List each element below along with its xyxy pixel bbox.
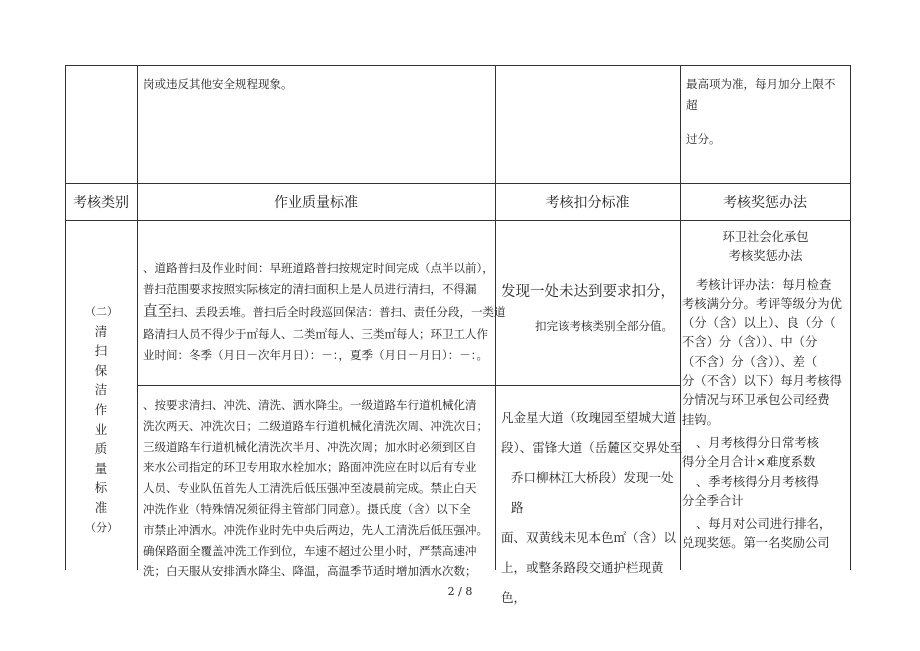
page-number: 2 / 8 — [447, 585, 473, 598]
table-border-right — [850, 65, 851, 570]
reward-line: 考核满分分。考评等级分为优 — [682, 296, 842, 311]
section2-deduction-line: 段）、雷锋大道（岳麓区交界处至 — [501, 440, 683, 455]
section1-line: 、道路普扫及作业时间：早班道路普扫按规定时间完成（点半以前）， — [143, 261, 494, 275]
section2-line: 确保路面全覆盖冲洗工作到位，车速不超过公里小时，严禁高速冲 — [143, 543, 477, 558]
header-quality-standard: 作业质量标准 — [274, 195, 358, 211]
category-label-char: （二） — [85, 305, 118, 318]
reward-line: 不含）分（含））、中（分 — [682, 335, 818, 350]
section2-deduction-line: 乔口柳林江大桥段）发现一处路 — [511, 470, 674, 515]
col-divider-1 — [137, 65, 138, 570]
reward-line: （不含）分（含））、差（ — [682, 354, 818, 369]
section1-deduction-main: 发现一处未达到要求扣分， — [501, 284, 675, 300]
section2-line: 人员、专业队伍首先人工清洗后低压强冲至凌晨前完成。禁止白天 — [143, 481, 477, 496]
category-label-char: 业 — [94, 421, 108, 437]
reward-method-text — [682, 228, 849, 554]
reward-line: 挂钩。 — [682, 412, 719, 427]
section2-deduction-line: 凡金星大道（玫瑰园至望城大道 — [501, 410, 677, 425]
category-label-char: 清 — [94, 323, 108, 339]
section2-line: 市禁止冲洒水。冲洗作业时先中央后两边，先人工清洗后低压强冲。 — [143, 522, 488, 537]
section2-line: 洗次两天、冲洗次日；二级道路车行道机械化清洗次周、冲洗次日； — [143, 418, 488, 433]
reward-line: 分（不含）以下）每月考核得 — [682, 374, 842, 389]
section1-zhizhi: 直至 — [143, 304, 172, 320]
top-row-quality-text: 岗或违反其他安全规程现象。 — [143, 77, 293, 91]
reward-line: 兑现奖惩。第一名奖励公司 — [682, 536, 830, 551]
category-label-char: 准 — [94, 499, 108, 515]
section2-quality-text — [143, 395, 499, 582]
top-row-reward-text — [686, 74, 846, 150]
header-reward-method: 考核奖惩办法 — [723, 195, 807, 211]
section2-deduction-line: 上，或整条路段交通护栏现黄色， — [501, 560, 664, 605]
table-border-left — [65, 65, 66, 570]
section2-line: 三级道路车行道机械化清洗次半月、冲洗次周；加水时必须到区自 — [143, 439, 477, 454]
category-label-char: 标 — [94, 480, 108, 496]
category-label-char: 量 — [94, 460, 108, 476]
reward-title-2: 考核奖惩办法 — [728, 249, 803, 264]
category-label-char: 保 — [94, 362, 108, 378]
reward-title-1: 环卫社会化承包 — [722, 230, 809, 244]
section1-line: 普扫范围要求按照实际核定的清扫面积上是人员进行清扫，不得漏 — [143, 282, 477, 296]
category-label-char: 质 — [94, 441, 108, 457]
table-border-top — [65, 65, 851, 66]
reward-line: （分（含）以上）、良（分（ — [682, 316, 836, 331]
category-label — [85, 302, 117, 537]
section1-line: 直至扫、丢段丢堆。普扫后全时段巡回保洁：普扫、责任分段，一类道 — [143, 304, 506, 320]
top-row-reward-line-1: 最高项为准，每月加分上限不超 — [686, 77, 836, 112]
reward-line: 、每月对公司进行排名， — [696, 517, 832, 532]
category-label-char: 扫 — [94, 343, 108, 359]
section2-line: 来水公司指定的环卫专用取水栓加水；路面冲洗应在时以后有专业 — [143, 460, 477, 475]
top-row-reward-line-2: 过分。 — [686, 132, 721, 146]
reward-line: 考核计评办法：每月检查 — [696, 277, 832, 292]
section2-line: 冲洗作业（特殊情况须征得主管部门同意）。摄氏度（含）以下全 — [143, 501, 471, 516]
header-row-bottom — [65, 220, 851, 221]
header-deduction-standard: 考核扣分标准 — [545, 195, 630, 211]
section2-deduction-text — [501, 403, 684, 613]
category-label-char: 作 — [94, 401, 108, 417]
reward-line: 、月考核得分日常考核 — [696, 435, 819, 450]
section2-line: 、按要求清扫、冲洗、清洗、洒水降尘。一级道路车行道机械化清 — [143, 398, 477, 412]
category-label-char: （分） — [85, 520, 118, 534]
reward-line: 得分全月合计×难度系数 — [682, 455, 816, 470]
section-divider — [137, 385, 680, 386]
reward-line: 分情况与环卫承包公司经费 — [682, 393, 830, 408]
reward-line: 分全季合计 — [682, 493, 744, 508]
reward-line: 、季考核得分月考核得 — [696, 474, 819, 489]
header-category: 考核类别 — [73, 195, 129, 211]
section1-line: 路清扫人员不得少于㎡每人、二类㎡每人、三类㎡每人；环卫工人作 — [143, 327, 488, 341]
category-label-char: 洁 — [94, 382, 108, 398]
section1-line: 业时间：冬季（月日－次年月日）：－：，夏季（月日－月日）：－：。 — [143, 348, 488, 362]
section2-line: 洗；白天服从安排洒水降尘、降温，高温季节适时增加洒水次数； — [143, 564, 477, 579]
header-row-top — [65, 183, 851, 184]
section1-quality-text — [143, 258, 523, 366]
section2-deduction-line: 面、双黄线未见本色㎡（含）以 — [501, 530, 677, 545]
section1-deduction-note: 扣完该考核类别全部分值。 — [535, 319, 673, 333]
